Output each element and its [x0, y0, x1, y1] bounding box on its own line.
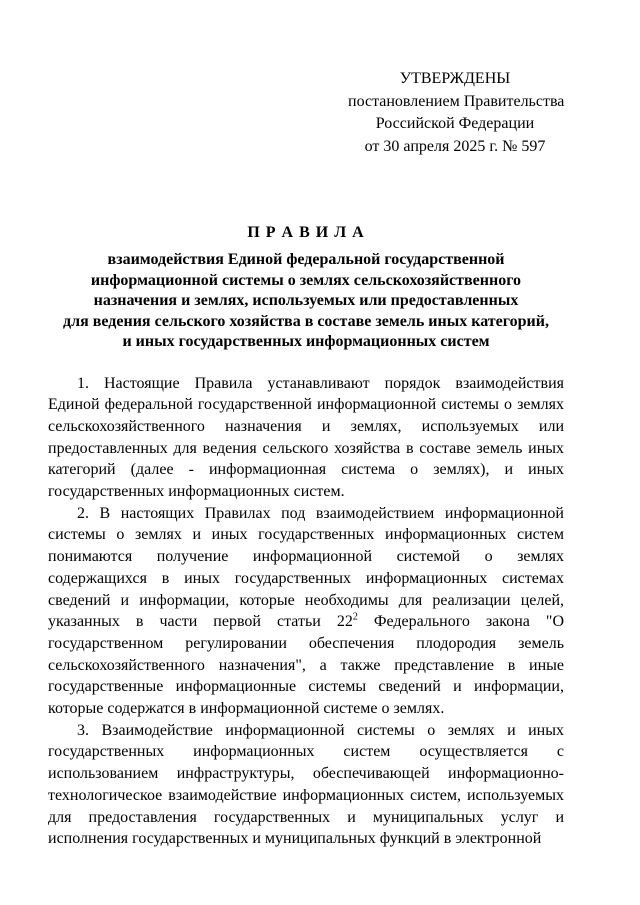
paragraph-3	[48, 720, 564, 850]
approval-line: от 30 апреля 2025 г. № 597	[364, 137, 546, 155]
paragraph-1	[48, 373, 564, 503]
paragraph-text: 2. В настоящих Правилах под взаимодействием информационной системы о землях и иных государственных информационных систем понимаются получение информационной системой о землях содержащихся в иных государственных информационных системах сведений и информации, которые необходимы для реализации целей, указанных в части первой статьи 22	[48, 504, 564, 631]
paragraph-text: Федерального закона "О государственном регулировании обеспечения плодородия земель сельскохозяйственного назначения", а также представление в иные государственные информационные системы сведений и информации, которые содержатся в информационной системе о землях.	[48, 613, 565, 718]
title-kicker: П Р А В И Л А	[247, 224, 365, 241]
approval-line: Российской Федерации	[375, 115, 535, 132]
paragraph-text: 3. Взаимодействие информационной системы о землях и иных государственных информационных систем осуществляется с использованием инфраструктуры, обеспечивающей информационно-технологическое взаимодействие информационных систем, используемых для предоставления государственных и муниципальных услуг и исполнения государственных и муниципальных функций в электронной	[48, 721, 564, 848]
title-line: информационной системы о землях сельскохозяйственного	[90, 271, 522, 289]
title-line: назначения и землях, используемых или предоставленных	[93, 292, 519, 309]
document-title	[48, 250, 564, 353]
approval-line: УТВЕРЖДЕНЫ	[399, 70, 511, 87]
title-line: и иных государственных информационных систем	[122, 333, 490, 350]
title-line: для ведения сельского хозяйства в составе земель иных категорий,	[63, 312, 549, 330]
paragraph-text: 1. Настоящие Правила устанавливают порядок взаимодействия Единой федеральной государственной информационной системы о землях сельскохозяйственного назначения и землях, используемых или предоставленных для ведения сельского хозяйства в составе земель иных категорий (далее - информационная система о землях), и иных государственных информационных систем.	[48, 374, 564, 501]
paragraph-2	[48, 503, 564, 720]
title-line: взаимодействия Единой федеральной государственной	[107, 251, 505, 268]
approval-block	[348, 68, 565, 158]
document-body	[48, 373, 564, 850]
approval-line: постановлением Правительства	[348, 92, 565, 110]
superscript-text: 2	[352, 611, 358, 623]
